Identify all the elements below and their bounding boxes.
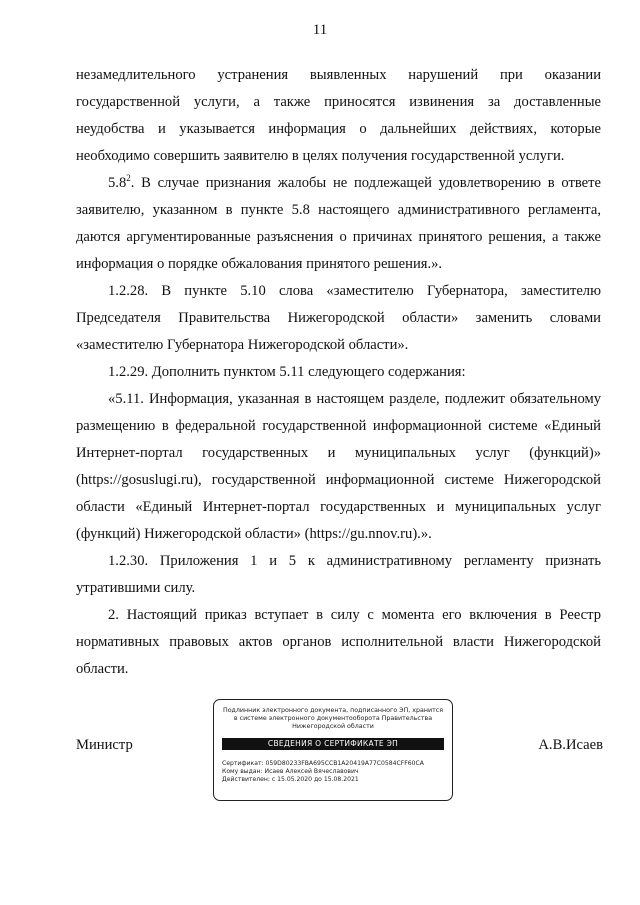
stamp-banner: СВЕДЕНИЯ О СЕРТИФИКАТЕ ЭП [222,738,444,750]
paragraph-p1: незамедлительного устранения выявленных нарушений при оказании государственной услуги, а также приносятся извинения за доставленные неудобства и указывается информация о дальнейших действиях, которые необходимо совершить заявителю в целях получения государственной услуги. [76,67,601,164]
signature-block [76,699,603,809]
document-body [76,62,601,683]
signer-title: Министр [76,737,133,753]
certificate-serial: Сертификат: 059D80233FBA695CCB1A20419A77C0584CFF60CA [222,760,424,767]
certificate-validity: Действителен: с 15.05.2020 до 15.08.2021 [222,776,359,783]
certificate-stamp [213,699,453,801]
paragraph-p6: 1.2.30. Приложения 1 и 5 к административному регламенту признать утратившими силу. [76,553,601,596]
paragraph-p7: 2. Настоящий приказ вступает в силу с момента его включения в Реестр нормативных правовых актов органов исполнительной власти Нижегородской области. [76,607,601,677]
paragraph-p2 [76,170,601,278]
clause-text: . В случае признания жалобы не подлежащей удовлетворению в ответе заявителю, указанном в пункте 5.8 настоящего административного регламента, даются аргументированные разъяснения о причинах принятого решения, а также информация о порядке обжалования принятого решения.». [76,175,601,272]
certificate-owner: Кому выдан: Исаев Алексей Вячеславович [222,768,359,775]
clause-superscript: 2 [126,173,131,184]
page-number: 11 [312,22,328,38]
clause-number: 5.8 [108,175,127,191]
signer-name: А.В.Исаев [538,737,603,753]
stamp-header: Подлинник электронного документа, подписанного ЭП, хранится в системе электронного документооборота Правительства Нижегородской области [222,707,444,730]
paragraph-p5: «5.11. Информация, указанная в настоящем разделе, подлежит обязательному размещению в федеральной государственной информационной системе «Единый Интернет-портал государственных и муниципальных услуг (функций)» (https://gosuslugi.ru), государственной информационной системе Нижегородской области «Единый Интернет-портал государственных и муниципальных услуг (функций) Нижегородской области» (https://gu.nnov.ru).». [76,391,601,542]
paragraph-p4: 1.2.29. Дополнить пунктом 5.11 следующего содержания: [108,364,466,380]
paragraph-p3: 1.2.28. В пункте 5.10 слова «заместителю Губернатора, заместителю Председателя Правительства Нижегородской области» заменить словами «заместителю Губернатора Нижегородской области». [76,283,601,353]
stamp-details [222,760,444,784]
